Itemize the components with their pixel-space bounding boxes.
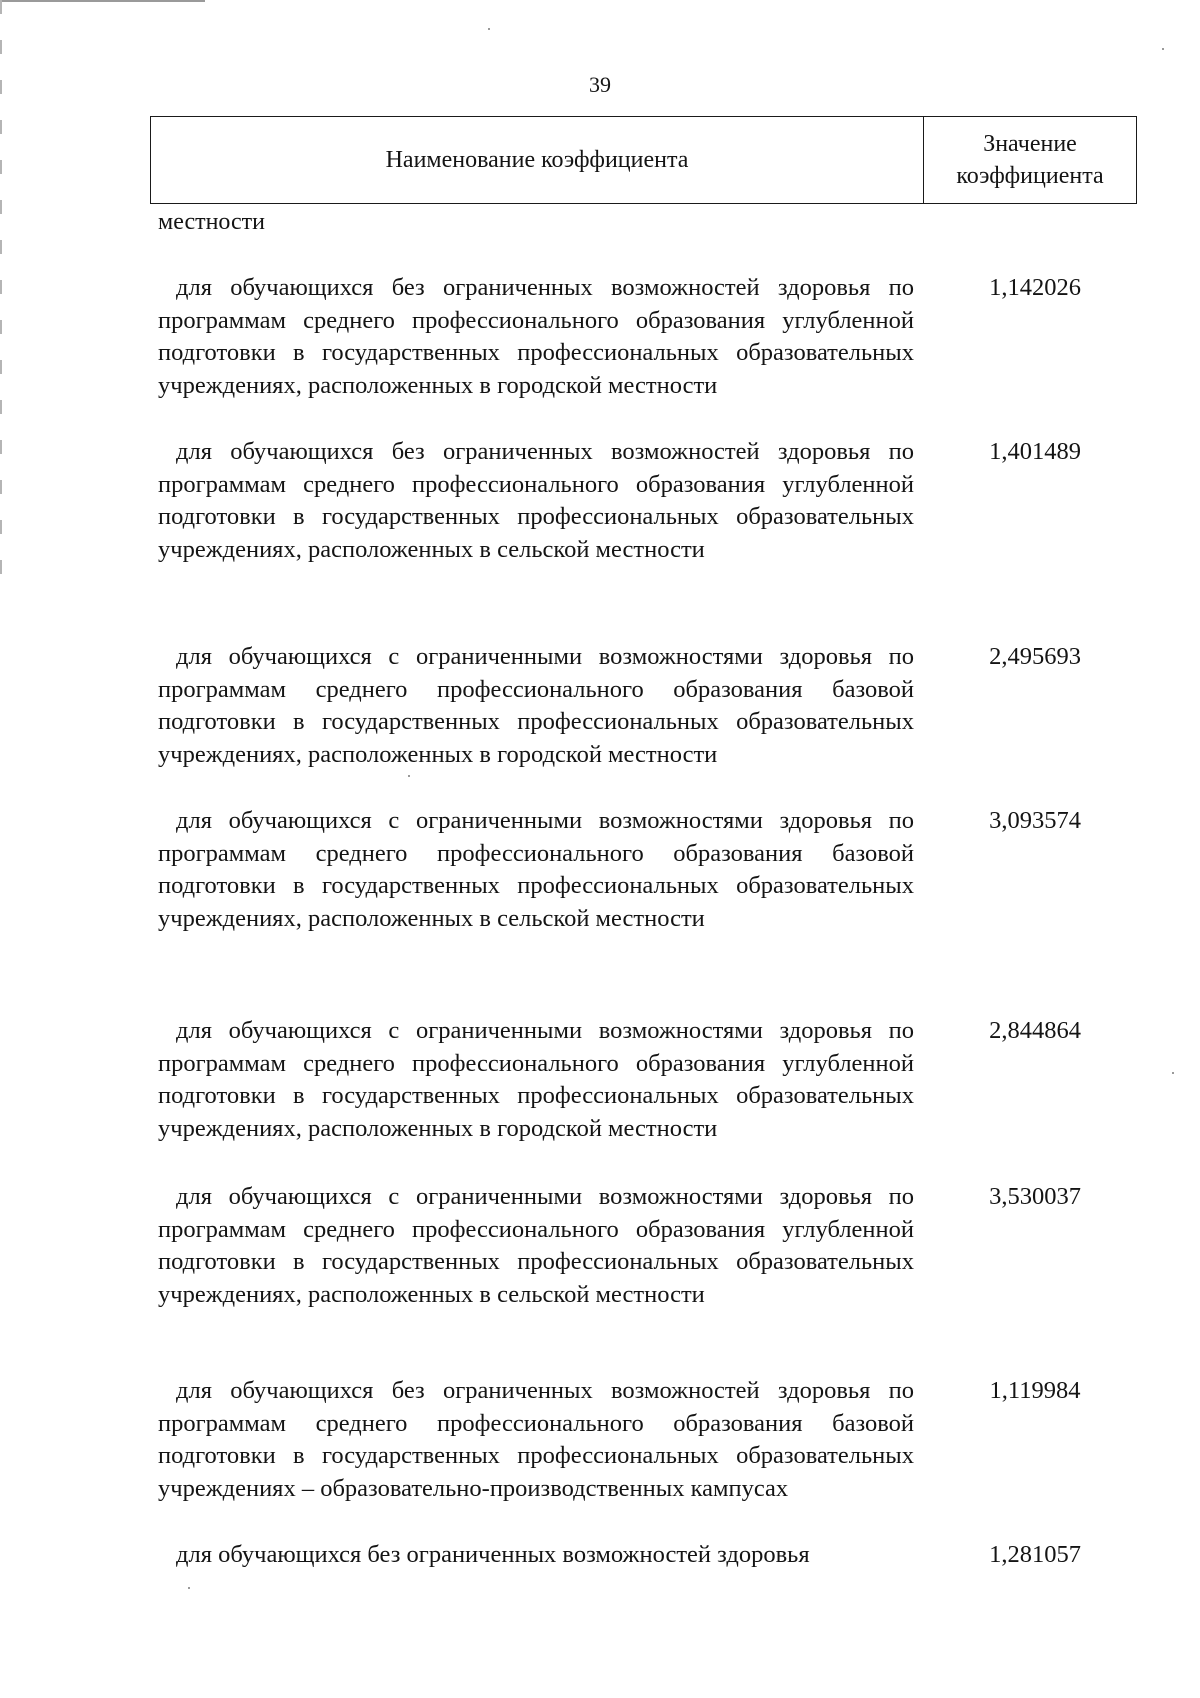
- coefficient-description: для обучающихся с ограниченными возможностями здоровья по программам среднего профессионального образования базовой подготовки в государственных профессиональных образовательных учреждениях, расположенных в сельской местности: [158, 807, 914, 932]
- scan-edge-line: [0, 0, 205, 2]
- coefficient-description: для обучающихся с ограниченными возможностями здоровья по программам среднего профессионального образования углубленной подготовки в государственных профессиональных образовательных учреждениях, расположенных в сельской местности: [158, 1183, 914, 1308]
- coefficient-description: для обучающихся без ограниченных возможностей здоровья по программам среднего профессионального образования углубленной подготовки в государственных профессиональных образовательных учреждениях, расположенных в сельской местности: [158, 438, 914, 563]
- continuation-text: местности: [158, 209, 266, 235]
- coefficient-value: 1,119984: [989, 1377, 1081, 1404]
- header-name-column: Наименование коэффициента: [151, 117, 924, 203]
- scan-speck: [188, 1587, 190, 1589]
- coefficient-description: для обучающихся без ограниченных возможностей здоровья по программам среднего профессионального образования углубленной подготовки в государственных профессиональных образовательных учреждениях, расположенных в городской местности: [158, 274, 914, 399]
- scan-speck: [408, 775, 410, 777]
- scan-speck: [1172, 1072, 1174, 1074]
- coefficient-value: 2,495693: [989, 643, 1081, 670]
- coefficient-description: для обучающихся с ограниченными возможностями здоровья по программам среднего профессионального образования базовой подготовки в государственных профессиональных образовательных учреждениях, расположенных в городской местности: [158, 643, 914, 768]
- page-number: 39: [589, 72, 611, 97]
- coefficient-value: 3,093574: [989, 807, 1081, 834]
- scan-speck: [1162, 48, 1164, 50]
- scan-speck: [488, 28, 490, 30]
- coefficient-value: 1,281057: [989, 1541, 1081, 1568]
- coefficient-description: для обучающихся с ограниченными возможностями здоровья по программам среднего профессионального образования углубленной подготовки в государственных профессиональных образовательных учреждениях, расположенных в городской местности: [158, 1017, 914, 1142]
- coefficient-description: для обучающихся без ограниченных возможностей здоровья по программам среднего профессионального образования базовой подготовки в государственных профессиональных образовательных учреждениях – образовательно-производственных кампусах: [158, 1377, 914, 1502]
- header-value-column: Значение коэффициента: [956, 131, 1104, 189]
- coefficient-value: 3,530037: [989, 1183, 1081, 1210]
- coefficient-value: 2,844864: [989, 1017, 1081, 1044]
- coefficient-description: для обучающихся без ограниченных возможностей здоровья: [176, 1541, 810, 1568]
- coefficient-value: 1,401489: [989, 438, 1081, 465]
- table-header: [150, 116, 1137, 204]
- coefficient-value: 1,142026: [989, 274, 1081, 301]
